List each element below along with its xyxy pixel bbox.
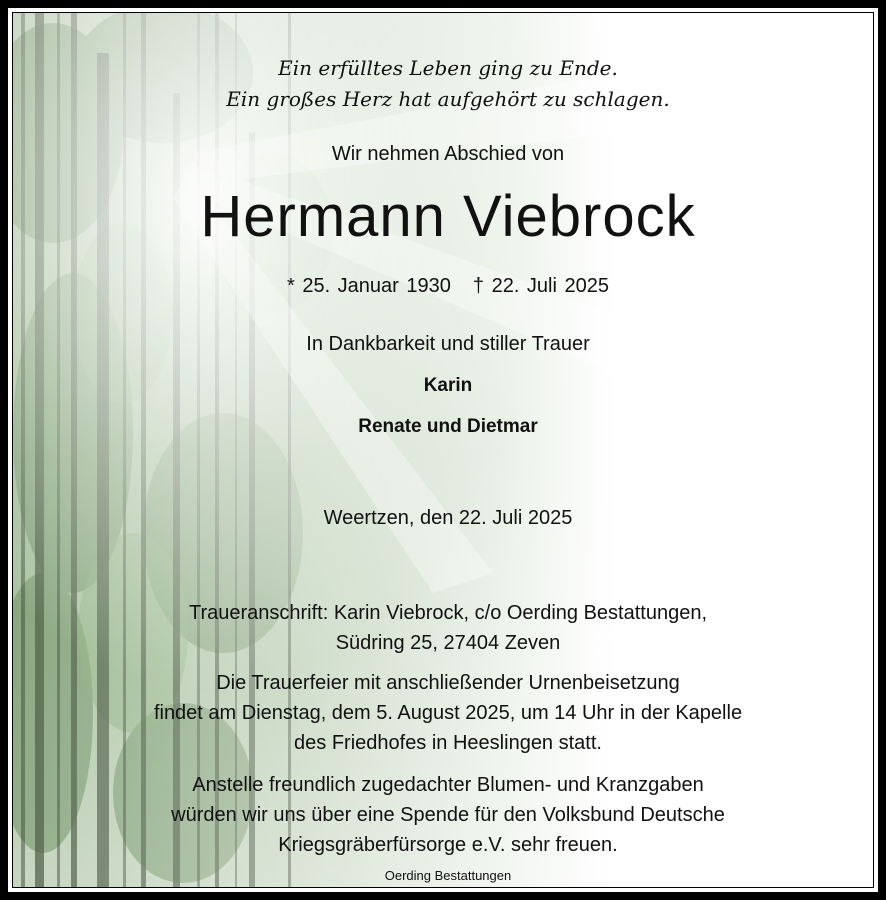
mourner-name: Renate und Dietmar (358, 416, 538, 437)
birth-date: * 25. Januar 1930 (286, 275, 451, 297)
memorial-quote (13, 53, 874, 115)
obituary-inner-border (12, 12, 874, 888)
mourning-text: In Dankbarkeit und stiller Trauer (306, 333, 590, 355)
deceased-name: Hermann Viebrock (200, 184, 696, 249)
address-line-2: Südring 25, 27404 Zeven (335, 632, 561, 654)
farewell-text: Wir nehmen Abschied von (331, 143, 565, 165)
donation-request (13, 770, 874, 860)
quote-line-2: Ein großes Herz hat aufgehört zu schlagen. (226, 87, 670, 111)
mourning-address (13, 598, 874, 658)
mourner-name: Karin (423, 375, 473, 396)
place-and-date: Weertzen, den 22. Juli 2025 (323, 507, 573, 529)
quote-line-1: Ein erfülltes Leben ging zu Ende. (278, 56, 618, 80)
life-dates (13, 275, 874, 298)
address-line-1: Traueranschrift: Karin Viebrock, c/o Oerding Bestattungen, (188, 602, 708, 624)
ceremony-line-2: findet am Dienstag, dem 5. August 2025, um 14 Uhr in der Kapelle (153, 702, 743, 724)
funeral-ceremony-info (13, 668, 874, 758)
ceremony-line-3: des Friedhofes in Heeslingen statt. (294, 732, 602, 754)
donation-line-3: Kriegsgräberfürsorge e.V. sehr freuen. (278, 834, 618, 856)
ceremony-line-1: Die Trauerfeier mit anschließender Urnenbeisetzung (216, 672, 680, 694)
donation-line-2: würden wir uns über eine Spende für den Volksbund Deutsche (171, 804, 725, 826)
undertaker-credit: Oerding Bestattungen (384, 868, 512, 883)
death-date: † 22. Juli 2025 (472, 275, 609, 297)
donation-line-1: Anstelle freundlich zugedachter Blumen- und Kranzgaben (192, 774, 704, 796)
